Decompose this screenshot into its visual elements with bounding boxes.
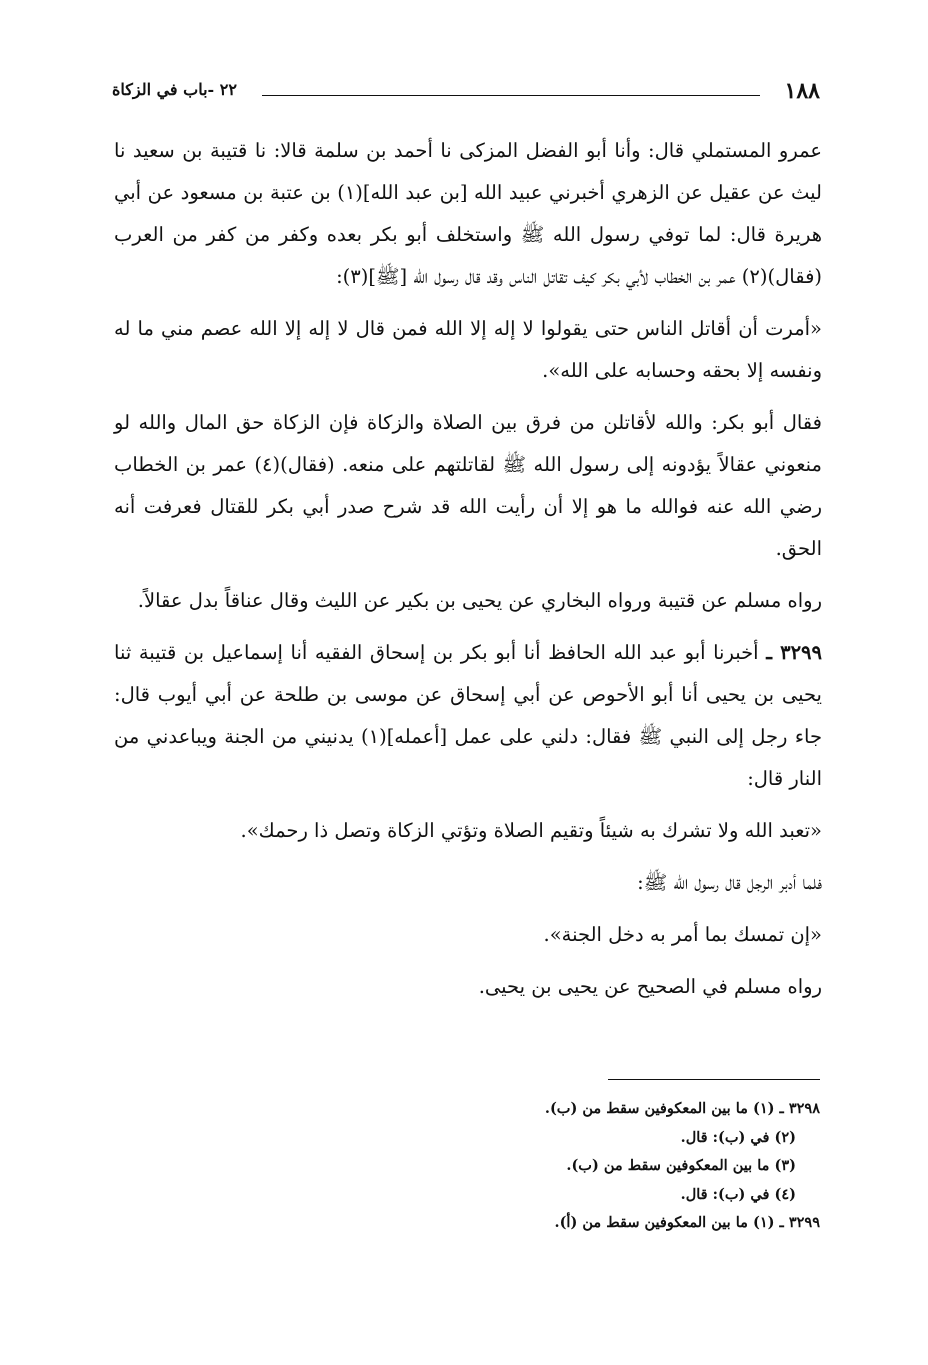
footnote: ٣٢٩٨ ـ (١) ما بين المعكوفين سقط من (ب). xyxy=(544,1100,820,1117)
main-text xyxy=(114,130,822,1008)
chapter-title: ٢٢ -باب في الزكاة xyxy=(112,80,237,99)
footnote: (٤) في (ب): قال. xyxy=(680,1185,796,1203)
paragraph-hadith-3299 xyxy=(114,632,822,800)
page-number: ١٨٨ xyxy=(784,78,820,104)
paragraph-muslim-source: رواه مسلم في الصحيح عن يحيى بن يحيى. xyxy=(478,975,822,998)
paragraph-man-left: فلما أدبر الرجل قال رسول الله ﷺ: xyxy=(637,871,822,894)
footnote: ٣٢٩٩ ـ (١) ما بين المعكوفين سقط من (أ). xyxy=(554,1214,820,1231)
paragraph-narration-source: رواه مسلم عن قتيبة ورواه البخاري عن يحيى بن بكير عن الليث وقال عناقاً بدل عقالاً. xyxy=(137,589,822,612)
footnote: (٢) في (ب): قال. xyxy=(680,1128,796,1146)
footnote: (٣) ما بين المعكوفين سقط من (ب). xyxy=(566,1157,796,1174)
paragraph-prophet-answer: «تعبد الله ولا تشرك به شيئاً وتقيم الصلاة وتؤتي الزكاة وتصل ذا رحمك». xyxy=(240,819,822,842)
footnote-separator xyxy=(608,1079,820,1080)
paragraph-abu-bakr-reply: فقال أبو بكر: والله لأقاتلن من فرق بين الصلاة والزكاة فإن الزكاة حق المال والله لو منعوني عقالاً يؤدونه إلى رسول الله ﷺ لقاتلتهم على منعه. (فقال)(٤) عمر بن الخطاب رضي الله عنه فوالله ما هو إلا أن رأيت الله قد شرح صدر أبي بكر للقتال فعرفت أنه الحق. xyxy=(114,411,822,560)
header-rule xyxy=(262,95,760,96)
hadith-isnad: أخبرنا أبو عبد الله الحافظ أنا أبو بكر بن إسحاق الفقيه أنا إسماعيل بن قتيبة ثنا يحيى بن يحيى أنا أبو الأحوص عن أبي إسحاق عن موسى بن طلحة عن أبي أيوب قال: جاء رجل إلى النبي ﷺ فقال: دلني على عمل [أعمله](١) يدنيني من الجنة ويباعدني من النار قال: xyxy=(114,641,822,790)
footnotes xyxy=(112,1095,820,1238)
paragraph-isnad: عمرو المستملي قال: وأنا أبو الفضل المزكى نا أحمد بن سلمة قالا: نا قتيبة بن سعيد نا ليث عن عقيل عن الزهري أخبرني عبيد الله [بن عبد الله](١) بن عتبة بن مسعود عن أبي هريرة قال: لما توفي رسول الله ﷺ واستخلف أبو بكر بعده وكفر من كفر من العرب (فقال)(٢) عمر بن الخطاب لأبي بكر كيف تقاتل الناس وقد قال رسول الله [ﷺ](٣): xyxy=(114,139,822,288)
paragraph-hadith-text: «أمرت أن أقاتل الناس حتى يقولوا لا إله إلا الله فمن قال لا إله إلا الله عصم مني ما له ونفسه إلا بحقه وحسابه على الله». xyxy=(114,317,822,382)
paragraph-enter-paradise: «إن تمسك بما أمر به دخل الجنة». xyxy=(543,923,822,946)
hadith-number: ٣٢٩٩ ـ xyxy=(766,641,822,664)
running-header xyxy=(112,78,820,118)
